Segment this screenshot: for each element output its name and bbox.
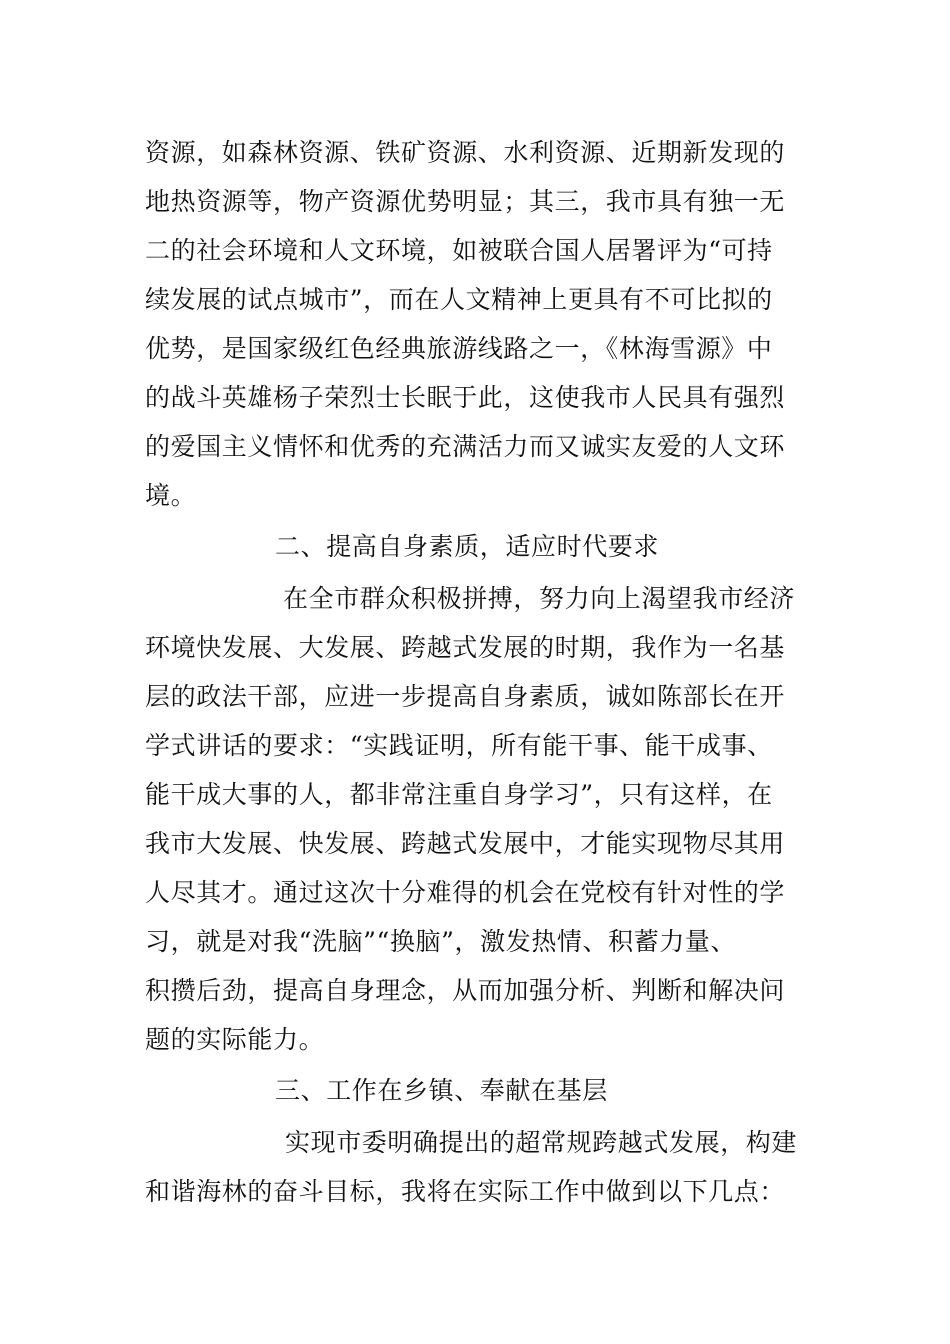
paragraph-line: 地热资源等，物产资源优势明显；其三，我市具有独一无: [145, 187, 786, 216]
paragraph-line: 实现市委明确提出的超常规跨越式发展，构建: [285, 1128, 798, 1157]
paragraph-line: 续发展的试点城市”，而在人文精神上更具有不可比拟的: [145, 285, 773, 314]
paragraph-line: 人尽其才。通过这次十分难得的机会在党校有针对性的学: [145, 878, 786, 907]
paragraph-line: 习，就是对我“洗脑”“换脑”，激发热情、积蓄力量、: [145, 927, 737, 956]
paragraph-line: 的战斗英雄杨子荣烈士长眠于此，这使我市人民具有强烈: [145, 383, 786, 412]
paragraph-line: 资源，如森林资源、铁矿资源、水利资源、近期新发现的: [145, 138, 786, 167]
paragraph-line: 和谐海林的奋斗目标，我将在实际工作中做到以下几点：: [145, 1177, 786, 1206]
section-heading-2: 二、提高自身素质，适应时代要求: [275, 532, 660, 561]
paragraph-line: 题的实际能力。: [145, 1025, 325, 1054]
paragraph-line: 的爱国主义情怀和优秀的充满活力而又诚实友爱的人文环: [145, 432, 786, 461]
paragraph-line: 积攒后劲，提高自身理念，从而加强分析、判断和解决问: [145, 976, 786, 1005]
paragraph-line: 二的社会环境和人文环境，如被联合国人居署评为“可持: [145, 236, 773, 265]
paragraph-line: 层的政法干部，应进一步提高自身素质，诚如陈部长在开: [145, 682, 786, 711]
paragraph-line: 我市大发展、快发展、跨越式发展中，才能实现物尽其用: [145, 829, 786, 858]
paragraph-line: 学式讲话的要求：“实践证明，所有能干事、能干成事、: [145, 731, 773, 760]
section-heading-3: 三、工作在乡镇、奉献在基层: [275, 1076, 608, 1105]
paragraph-line: 环境快发展、大发展、跨越式发展的时期，我作为一名基: [145, 633, 786, 662]
paragraph-line: 境。: [145, 481, 197, 510]
paragraph-line: 能干成大事的人，都非常注重自身学习”，只有这样，在: [145, 780, 773, 809]
paragraph-line: 优势，是国家级红色经典旅游线路之一，《林海雪源》中: [145, 334, 773, 363]
paragraph-line: 在全市群众积极拼搏，努力向上渴望我市经济: [283, 584, 796, 613]
